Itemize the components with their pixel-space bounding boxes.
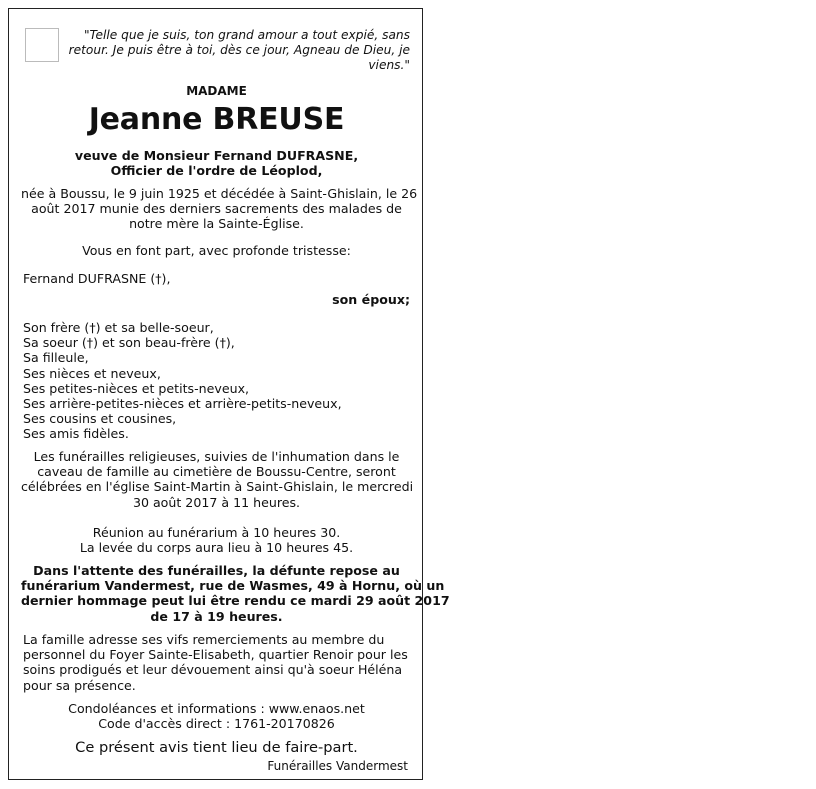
honorific: MADAME (186, 84, 247, 98)
notice: Ce présent avis tient lieu de faire-part. (75, 739, 358, 756)
widow-of (21, 148, 412, 178)
birth-death-line: août 2017 munie des derniers sacrements des malades de (31, 201, 402, 217)
funeral-info (21, 449, 412, 510)
widow-line: Officier de l'ordre de Léoplod, (110, 163, 323, 179)
family-list (23, 320, 414, 442)
resting-line: Dans l'attente des funérailles, la défunte repose au (33, 563, 400, 578)
list-item: Ses amis fidèles. (23, 426, 129, 442)
gathering-line: La levée du corps aura lieu à 10 heures 45. (79, 540, 354, 556)
list-item: Ses petites-nièces et petits-neveux, (23, 380, 250, 396)
funeral-line: caveau de famille au cimetière de Boussu-Centre, seront (37, 464, 396, 480)
birth-death (21, 186, 418, 232)
thanks-line: personnel du Foyer Sainte-Elisabeth, quartier Renoir pour les (23, 647, 408, 663)
spouse-name: Fernand DUFRASNE (†), (23, 271, 171, 286)
list-item: Ses cousins et cousines, (23, 411, 177, 427)
announcement: Vous en font part, avec profonde tristesse: (82, 243, 351, 258)
obituary-card (8, 8, 450, 780)
list-item: Son frère (†) et sa belle-soeur, (23, 320, 214, 335)
condolences (21, 701, 412, 731)
quote: "Telle que je suis, ton grand amour a tout expié, sans retour. Je puis être à toi, dès ce jour, Agneau de Dieu, je viens." (68, 28, 410, 72)
thanks (23, 632, 414, 693)
thanks-line: pour sa présence. (23, 677, 136, 693)
birth-death-line: née à Boussu, le 9 juin 1925 et décédée à Saint-Ghislain, le 26 (21, 186, 418, 201)
undertaker: Funérailles Vandermest (267, 759, 408, 773)
condolences-line: Condoléances et informations : www.enaos.net (68, 701, 365, 716)
list-item: Ses arrière-petites-nièces et arrière-petits-neveux, (23, 396, 342, 412)
resting-line: dernier hommage peut lui être rendu ce mardi 29 août 2017 (21, 593, 450, 609)
resting-info (21, 563, 450, 624)
resting-line: funérarium Vandermest, rue de Wasmes, 49 à Hornu, où un (21, 578, 445, 594)
condolences-line: Code d'accès direct : 1761-20170826 (98, 716, 335, 732)
list-item: Ses nièces et neveux, (23, 365, 161, 381)
resting-line: de 17 à 19 heures. (150, 608, 283, 624)
spouse-role: son époux; (332, 292, 410, 307)
deceased-name: Jeanne BREUSE (88, 102, 345, 137)
funeral-line: 30 août 2017 à 11 heures. (132, 494, 301, 510)
list-item: Sa filleule, (23, 350, 89, 366)
funeral-line: célébrées en l'église Saint-Martin à Saint-Ghislain, le mercredi (21, 479, 414, 495)
birth-death-line: notre mère la Sainte-Église. (129, 216, 304, 232)
thanks-line: soins prodigués et leur dévouement ainsi qu'à soeur Héléna (23, 662, 403, 678)
photo-placeholder (25, 28, 59, 62)
gathering-info (21, 525, 412, 555)
thanks-line: La famille adresse ses vifs remerciements au membre du (23, 632, 385, 647)
funeral-line: Les funérailles religieuses, suivies de l'inhumation dans le (33, 449, 400, 464)
list-item: Sa soeur (†) et son beau-frère (†), (23, 335, 235, 351)
gathering-line: Réunion au funérarium à 10 heures 30. (92, 525, 341, 540)
widow-line: veuve de Monsieur Fernand DUFRASNE, (74, 148, 359, 163)
